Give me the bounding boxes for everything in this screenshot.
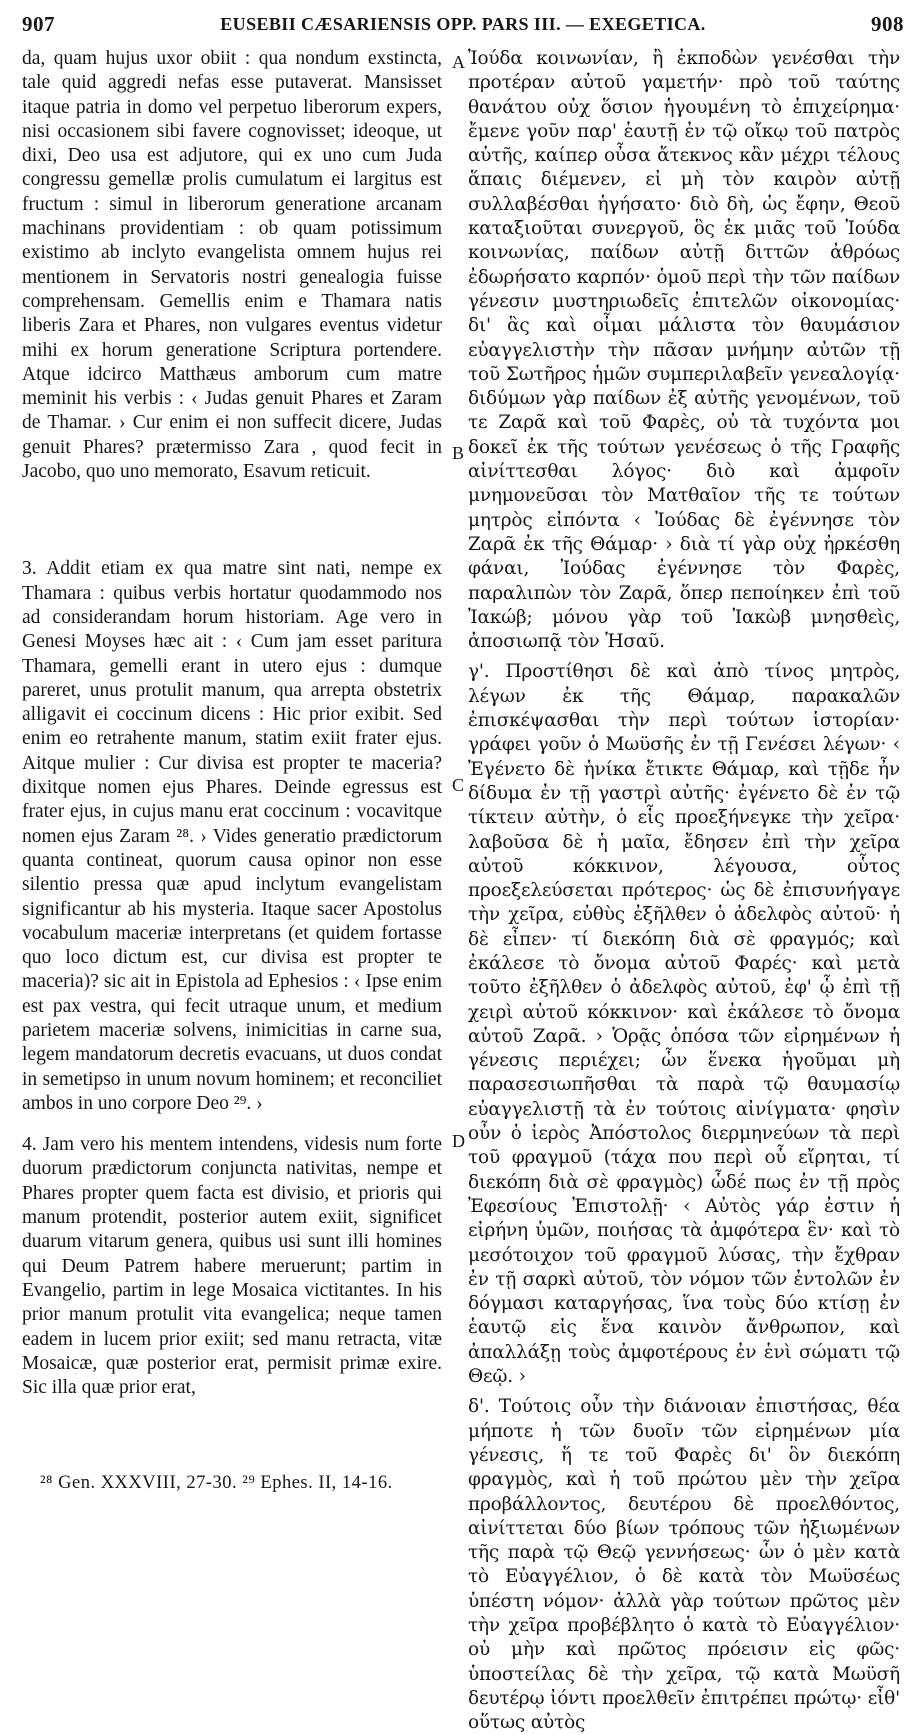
footnotes: ²⁸ Gen. XXXVIII, 27-30. ²⁹ Ephes. II, 14-16. <box>40 1473 393 1493</box>
running-header <box>22 4 904 44</box>
latin-paragraph-1: da, quam hujus uxor obiit : qua nondum exstincta, tale quid aggredi nefas esse putaverat. Mansisset itaque patria in domo vel perpetuo liberorum expers, nisi occasionem sibi favere cognovisset; ideoque, ut dixi, Deo usa est adjutore, qui ex uno cum Juda congressu gemellæ prolis cumulatum ei largitus est fructum : simul in liberorum generatione arcanam machinans providentiam : ob quam potissimum existimo ab inclyto evangelista omnem hujus rei mentionem in Servatoris nostri genealogia fuisse comprehensam. Gemellis enim e Thamara natis liberis Zara et Phares, non vulgares eventus videtur mihi ex horum generatione Scriptura portendere. Atque idcirco Matthæus amborum cum matre meminit his verbis : ‹ Judas genuit Phares et Zaram de Thamar. › Cur enim ei non suffecit dicere, Judas genuit Phares? prætermisso Zara , quod fecit in Jacobo, quo uno memorato, Esavum reticuit. <box>22 48 442 483</box>
greek-column <box>468 47 900 1735</box>
latin-paragraph-2: 3. Addit etiam ex qua matre sint nati, nempe ex Thamara : quibus verbis hortatur quodammodo nos ad considerandam horum historiam. Age vero in Genesi Moyses hæc ait : ‹ Cum jam esset paritura Thamara, gemelli erant in utero ejus : dumque pareret, unus protulit manum, qua arrepta obstetrix alligavit ei coccinum dicens : Hic prior exibit. Sed enim eo retrahente manum, statim exiit frater ejus. Aitque mulier : Cur divisa est propter te maceria? dixitque nomen ejus Phares. Deinde egressus est frater ejus, in cujus manu erat coccinum : vocavitque nomen ejus Zaram ²⁸. › Vides generatio prædictorum quanta contineat, quorum causa opinor non esse silentio pressa quæ apud inclytum evangelistam significantur ab his mysteria. Itaque sacer Apostolus vocabulum maceriæ interpretans (et quidem fortasse quo loco dictum est, cur divisa est propter te maceria)? sic ait in Epistola ad Ephesios : ‹ Ipse enim est pax vestra, qui fecit utraque unum, et medium parietem maceriæ solvens, inimicitias in carne sua, legem mandatorum decretis evacuans, ut duos condat in semetipso in unum novum hominem; et reconciliet ambos in uno corpore Deo ²⁹. › <box>22 558 442 1114</box>
margin-letter-b: B <box>452 443 465 463</box>
running-title: EUSEBII CÆSARIENSIS OPP. PARS III. — EXEGETICA. <box>220 13 706 34</box>
page-number-right: 908 <box>871 11 904 36</box>
greek-paragraph-2: γ'. Προστίθησι δὲ καὶ ἀπὸ τίνος μητρὸς, λέγων ἐκ τῆς Θάμαρ, παρακαλῶν ἐπισκέψασθαι τὴν περὶ τούτων ἱστορίαν· γράφει γοῦν ὁ Μωϋσῆς ἐν τῇ Γενέσει λέγων· ‹ Ἐγένετο δὲ ἡνίκα ἔτικτε Θάμαρ, καὶ τῇδε ἦν δίδυμα ἐν τῇ γαστρὶ αὐτῆς· ἐγένετο δὲ ἐν τῷ τίκτειν αὐτὴν, ὁ εἷς προεξήνεγκε τὴν χεῖρα· λαβοῦσα δὲ ἡ μαῖα, ἔδησεν ἐπὶ τὴν χεῖρα αὐτοῦ κόκκινον, λέγουσα, οὗτος προεξελεύσεται πρότερος· ὡς δὲ ἐπισυνήγαγε τὴν χεῖρα, εὐθὺς ἐξῆλθεν ὁ ἀδελφὸς αὐτοῦ· ἡ δὲ εἶπεν· τί διεκόπη διὰ σὲ φραγμός; καὶ ἐκάλεσε τὸ ὄνομα αὐτοῦ Φαρές· καὶ μετὰ τοῦτο ἐξῆλθεν ὁ ἀδελφὸς αὐτοῦ, ἐφ' ᾧ ἐπὶ τῇ χειρὶ αὐτοῦ κόκκινον· καὶ ἐκάλεσε τὸ ὄνομα αὐτοῦ Ζαρᾶ. › Ὁρᾷς ὁπόσα τῶν εἰρημένων ἡ γένεσις περιέχει; ὧν ἕνεκα ἡγοῦμαι μὴ παρασεσιωπῆσθαι τὰ παρὰ τῷ θαυμασίῳ εὐαγγελιστῇ τὰ ἐν τούτοις αἰνίγματα· φησὶν οὖν ὁ ἱερὸς Ἀπόστολος διερμηνεύων τὰ περὶ τοῦ φραγμοῦ (τάχα που περὶ οὗ εἴρηται, τί διεκόπη διὰ σὲ φραγμὸς) ὧδέ πως ἐν τῇ πρὸς Ἐφεσίους Ἐπιστολῇ· ‹ Αὐτὸς γάρ ἐστιν ἡ εἰρήνη ὑμῶν, ποιήσας τὰ ἀμφότερα ἓν· καὶ τὸ μεσότοιχον τοῦ φραγμοῦ λύσας, τὴν ἔχθραν ἐν τῇ σαρκὶ αὐτοῦ, τὸν νόμον τῶν ἐντολῶν ἐν δόγμασι καταργήσας, ἵνα τοὺς δύο κτίσῃ ἐν ἑαυτῷ εἰς ἕνα καινὸν ἄνθρωπον, καὶ ἀπαλλάξῃ τοὺς ἀμφοτέρους ἐν ἑνὶ σώματι τῷ Θεῷ. › <box>468 661 900 1388</box>
greek-paragraph-1: Ἰούδα κοινωνίαν, ἢ ἐκποδὼν γενέσθαι τὴν προτέραν αὐτοῦ γαμετήν· πρὸ τοῦ ταύτης θανάτου οὐχ ὅσιον ἡγουμένη τὸ ἐπιχείρημα· ἔμενε γοῦν παρ' ἑαυτῇ ἐν τῷ οἴκῳ τοῦ πατρὸς αὐτῆς, καίπερ οὖσα ἄτεκνος κἂν μέχρι τέλους ἅπαις διέμενεν, εἰ μὴ τὸν καιρὸν αὐτῇ συλλαβέσθαι ἡγήσατο· διὸ δὴ, ὡς ἔφην, Θεοῦ καταξιοῦται συνεργοῦ, ὃς ἐκ μιᾶς τοῦ Ἰούδα κοινωνίας, παίδων αὐτῇ διττῶν ἀθρόως ἐδωρήσατο καρπόν· ὁμοῦ περὶ τὴν τῶν παίδων γένεσιν μυστηριωδεῖς ἐπιτελῶν οἰκονομίας· δι' ἃς καὶ οἶμαι μάλιστα τὸν θαυμάσιον εὐαγγελιστὴν τὴν πᾶσαν μνήμην αὐτῶν τῇ τοῦ Σωτῆρος ἡμῶν συμπεριλαβεῖν γενεαλογίᾳ· διδύμων γὰρ παίδων ἐξ αὐτῆς γενομένων, τοῦ τε Ζαρᾶ καὶ τοῦ Φαρὲς, οὐ τὰ τυχόντα μοι δοκεῖ ἐκ τῆς τούτων γενέσεως ὁ τῆς Γραφῆς αἰνίττεσθαι λόγος· διὸ καὶ ἀμφοῖν μνημονεῦσαι τὸν Ματθαῖον τῆς τε τούτων μητρὸς εἰπόντα ‹ Ἰούδας δὲ ἐγέννησε τὸν Ζαρᾶ ἐκ τῆς Θάμαρ· › διὰ τί γὰρ οὐχ ἠρκέσθη φάναι, Ἰούδας ἐγέννησε τὸν Φαρὲς, παραλιπὼν τὸν Ζαρᾶ, ὅπερ πεποίηκεν ἐπὶ τοῦ Ἰακώβ; μόνου γὰρ τοῦ Ἰακὼβ μνησθεὶς, ἀποσιωπᾷ τὸν Ἡσαῦ. <box>468 48 900 653</box>
page-number-left: 907 <box>22 11 55 36</box>
margin-letter-a: A <box>452 52 465 72</box>
latin-column <box>22 47 442 1400</box>
margin-letter-c: C <box>452 775 465 795</box>
latin-paragraph-3: 4. Jam vero his mentem intendens, videsis num forte duorum prædictorum conjuncta nativitas, nempe et Phares propter quem facta est divisio, et prioris qui manum protendit, posterior autem exiit, significet duarum vitarum genera, quibus usi sunt illi homines qui Deum Patrem habere meruerunt; partim in Evangelio, partim in lege Mosaica victitantes. In his prior manum protulit vita evangelica; neque tamen eadem in lucem prior exiit; sed manu retracta, vitæ Mosaicæ, quæ posterior erat, permisit primæ exire. Sic illa quæ prior erat, <box>22 1134 442 1399</box>
greek-paragraph-3: δ'. Τούτοις οὖν τὴν διάνοιαν ἐπιστήσας, θέα μήποτε ἡ τῶν δυοῖν τῶν εἰρημένων μία γένεσις, ἥ τε τοῦ Φαρὲς δι' ὃν διεκόπη φραγμὸς, καὶ ἡ τοῦ πρώτου μὲν τὴν χεῖρα προβάλλοντος, δευτέρου δὲ προελθόντος, αἰνίττεται δύο βίων τρόπους τῶν ἠξιωμένων τῆς παρὰ τῷ Θεῷ γεννήσεως· ὧν ὁ μὲν κατὰ τὸ Εὐαγγέλιον, ὁ δὲ κατὰ τὸν Μωϋσέως ὑπέστη νόμον· ἀλλὰ γὰρ τούτων πρῶτος μὲν τὴν χεῖρα προβέβλητο ὁ κατὰ τὸ Εὐαγγέλιον· οὐ μὴν καὶ πρῶτος πρόεισιν εἰς φῶς· ὑποστείλας δὲ τὴν χεῖρα, τῷ κατὰ Μωϋσῆ δευτέρῳ ἰόντι προελθεῖν ἐπιτρέπει πρώτῳ· εἶθ' οὕτως αὐτὸς <box>468 1396 900 1734</box>
margin-letter-d: D <box>452 1131 465 1151</box>
